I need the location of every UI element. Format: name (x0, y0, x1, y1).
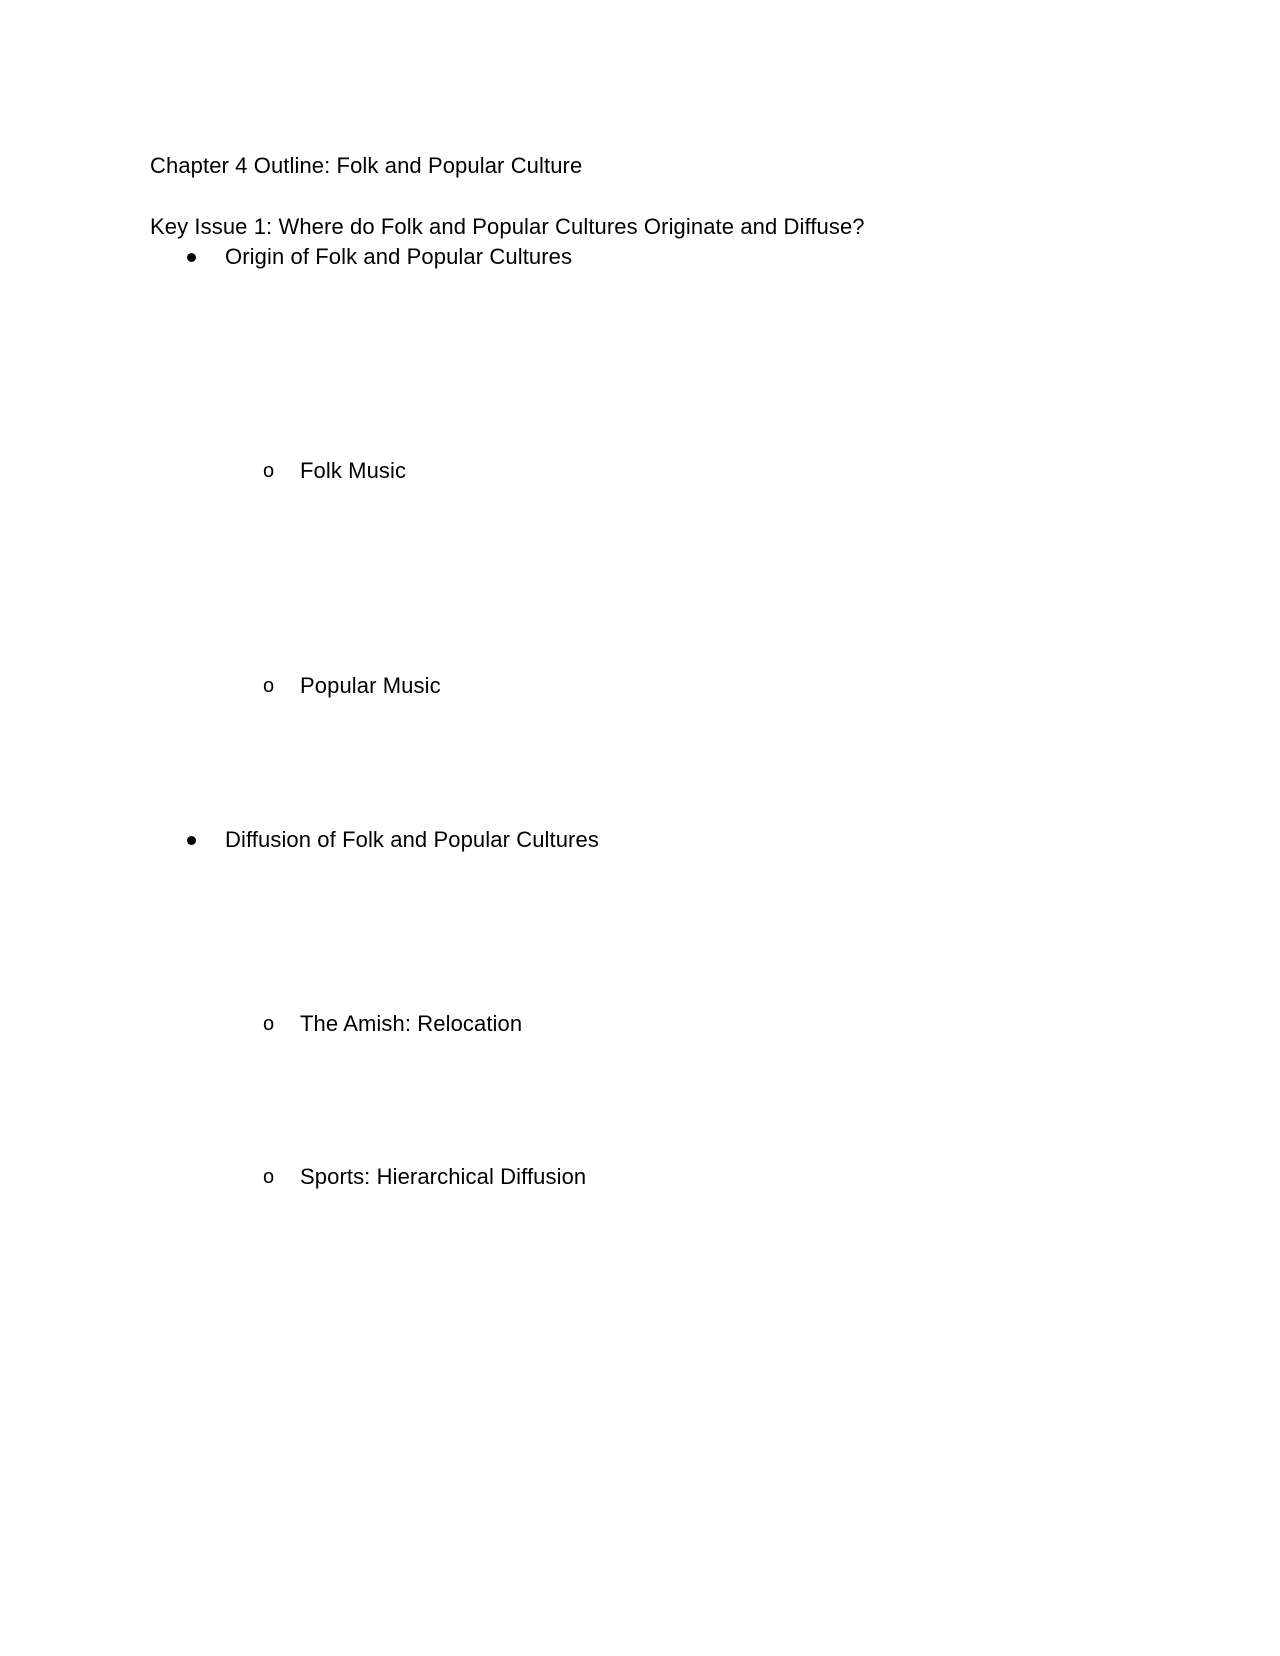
document-title: Chapter 4 Outline: Folk and Popular Culture (150, 153, 583, 178)
section-origin-label: Origin of Folk and Popular Cultures (225, 244, 573, 269)
subitem-marker: o (263, 1166, 275, 1188)
subitem-sports-hierarchical: Sports: Hierarchical Diffusion (300, 1164, 587, 1189)
bullet-icon (187, 836, 196, 845)
subitem-marker: o (263, 675, 275, 697)
subitem-folk-music: Folk Music (300, 458, 407, 483)
subitem-amish-relocation: The Amish: Relocation (300, 1011, 523, 1036)
key-issue-heading: Key Issue 1: Where do Folk and Popular Cultures Originate and Diffuse? (150, 214, 865, 239)
section-diffusion-label: Diffusion of Folk and Popular Cultures (225, 827, 599, 852)
bullet-icon (187, 253, 196, 262)
subitem-marker: o (263, 460, 275, 482)
subitem-marker: o (263, 1013, 275, 1035)
subitem-popular-music: Popular Music (300, 673, 441, 698)
